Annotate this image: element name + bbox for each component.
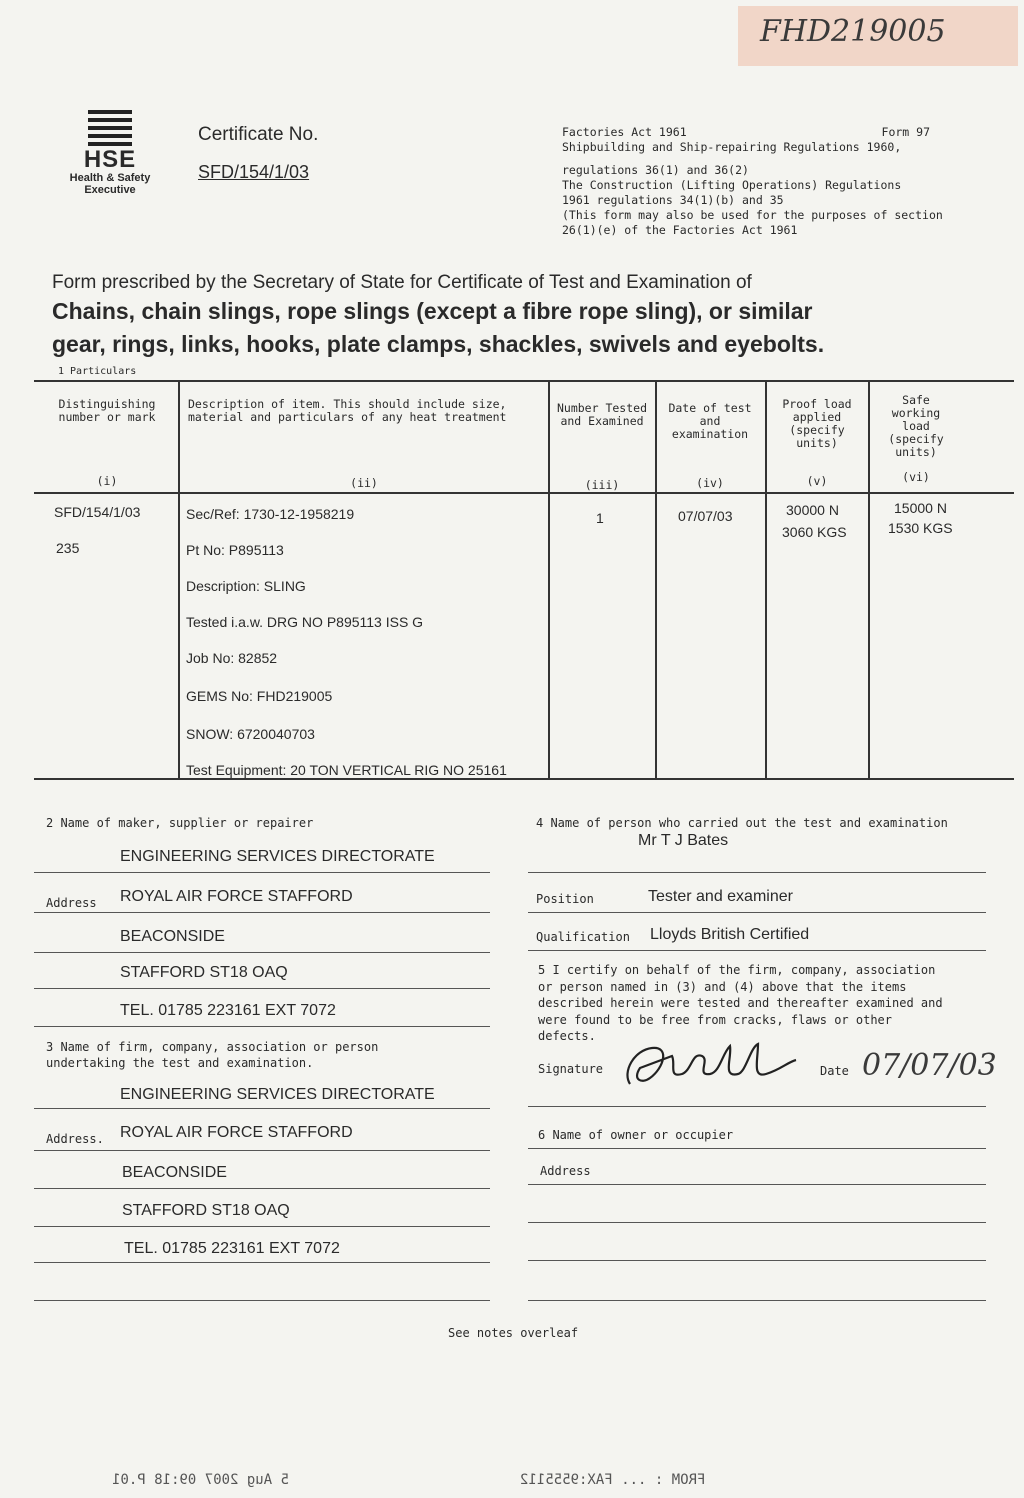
roman-iii: (iii) xyxy=(584,478,620,492)
hse-logo xyxy=(60,108,160,196)
test-date: 07/07/03 xyxy=(678,508,733,524)
maker-address-line-3 xyxy=(34,988,490,989)
proof-load-1: 30000 N xyxy=(786,502,839,518)
position-value: Tester and examiner xyxy=(648,888,793,905)
act-line: Factories Act 1961 xyxy=(562,125,687,139)
owner-address-line-1 xyxy=(528,1184,986,1185)
fax-footer-left: 5 Aug 2007 09:18 P.01 xyxy=(112,1472,290,1488)
col-head-number: Number Tested and Examined xyxy=(556,401,647,428)
handwritten-reference: FHD219005 xyxy=(760,14,946,49)
logo-subtitle-1: Health & Safety xyxy=(69,172,151,184)
desc-line-7: SNOW: 6720040703 xyxy=(186,726,315,742)
number-tested: 1 xyxy=(596,510,604,526)
reg-line-5: 1961 regulations 34(1)(b) and 35 xyxy=(562,193,784,207)
firm-name: ENGINEERING SERVICES DIRECTORATE xyxy=(120,1086,435,1103)
firm-address-2: BEACONSIDE xyxy=(122,1164,227,1181)
maker-address-line-1 xyxy=(34,912,490,913)
owner-address-label: Address xyxy=(540,1164,591,1178)
notes-overleaf: See notes overleaf xyxy=(448,1326,579,1340)
table-top-line xyxy=(34,380,1014,382)
logo-subtitle-2: Executive xyxy=(84,184,136,196)
owner-address-line-3 xyxy=(528,1260,986,1261)
firm-address-1: ROYAL AIR FORCE STAFFORD xyxy=(120,1124,353,1141)
reg-line-2: Shipbuilding and Ship-repairing Regulations 1960, xyxy=(562,140,902,154)
maker-name: ENGINEERING SERVICES DIRECTORATE xyxy=(120,848,435,865)
roman-iv: (iv) xyxy=(696,476,724,490)
reg-line-6: (This form may also be used for the purposes of section xyxy=(562,208,943,222)
item-mark-2: 235 xyxy=(56,540,80,556)
maker-address-4: TEL. 01785 223161 EXT 7072 xyxy=(120,1002,336,1019)
maker-address-1: ROYAL AIR FORCE STAFFORD xyxy=(120,888,353,905)
certificate-label: Certificate No. xyxy=(198,124,319,145)
proof-load-2: 3060 KGS xyxy=(782,524,847,540)
desc-line-2: Pt No: P895113 xyxy=(186,542,284,558)
hse-logo-mark-icon xyxy=(88,108,132,148)
position-label: Position xyxy=(536,892,594,906)
col-head-description: Description of item. This should include size, material and particulars of any heat treatment xyxy=(188,397,507,424)
section-1-label: 1 Particulars xyxy=(58,366,137,377)
logo-hse: HSE xyxy=(83,146,137,173)
roman-v: (v) xyxy=(806,474,828,488)
table-header-line xyxy=(34,492,1014,494)
qualification-line xyxy=(528,950,986,951)
cert-line-3: described herein were tested and thereafter examined and xyxy=(538,996,943,1010)
date-label: Date xyxy=(820,1064,849,1078)
owner-name-line xyxy=(528,1148,986,1149)
section-6-label: 6 Name of owner or occupier xyxy=(538,1128,734,1142)
title-line-1: Form prescribed by the Secretary of State for Certificate of Test and Examination of xyxy=(52,272,752,293)
firm-name-line xyxy=(34,1108,490,1109)
title-line-3: gear, rings, links, hooks, plate clamps, shackles, swivels and eyebolts. xyxy=(52,331,825,357)
desc-line-3: Description: SLING xyxy=(186,578,306,594)
roman-ii: (ii) xyxy=(350,476,378,490)
maker-address-label: Address xyxy=(46,896,97,910)
desc-line-5: Job No: 82852 xyxy=(186,650,278,666)
cert-line-4: were found to be free from cracks, flaws or other xyxy=(538,1012,893,1027)
desc-line-6: GEMS No: FHD219005 xyxy=(186,688,333,704)
owner-address-line-2 xyxy=(528,1222,986,1223)
table-bottom-line xyxy=(34,778,1014,780)
reg-line-3: regulations 36(1) and 36(2) xyxy=(562,163,749,177)
item-mark-1: SFD/154/1/03 xyxy=(54,504,141,520)
col-head-proof-load: Proof load applied (specify units) xyxy=(782,397,852,450)
maker-address-line-2 xyxy=(34,952,490,953)
tester-name: Mr T J Bates xyxy=(638,832,729,849)
reg-line-7: 26(1)(e) of the Factories Act 1961 xyxy=(562,223,798,237)
title-line-2: Chains, chain slings, rope slings (except a fibre rope sling), or similar xyxy=(52,298,813,324)
roman-vi: (vi) xyxy=(902,470,930,484)
col-divider-2 xyxy=(548,380,550,778)
desc-line-8: Test Equipment: 20 TON VERTICAL RIG NO 25161 xyxy=(186,762,507,778)
maker-address-2: BEACONSIDE xyxy=(120,928,225,945)
signature-line xyxy=(528,1106,986,1107)
form-number: Form 97 xyxy=(881,125,930,139)
signature-image xyxy=(612,1034,808,1098)
maker-address-3: STAFFORD ST18 OAQ xyxy=(120,964,288,981)
firm-address-line-5 xyxy=(34,1300,490,1301)
qualification-label: Qualification xyxy=(536,930,630,944)
safe-load-2: 1530 KGS xyxy=(888,520,953,536)
col-head-mark: Distinguishing number or mark xyxy=(58,397,156,424)
firm-address-label: Address. xyxy=(46,1132,104,1146)
firm-address-4: TEL. 01785 223161 EXT 7072 xyxy=(124,1240,340,1257)
owner-address-line-4 xyxy=(528,1300,986,1301)
maker-name-line xyxy=(34,872,490,873)
certification-statement xyxy=(538,962,943,1045)
section-4-label: 4 Name of person who carried out the test and examination xyxy=(536,816,948,830)
desc-line-4: Tested i.a.w. DRG NO P895113 ISS G xyxy=(186,614,424,630)
section-3-label-2: undertaking the test and examination. xyxy=(46,1056,314,1070)
regulations-block xyxy=(562,125,982,238)
cert-line-5: defects. xyxy=(538,1029,596,1043)
col-head-safe-working-load: Safe working load (specify units) xyxy=(888,393,944,459)
section-3-label-1: 3 Name of firm, company, association or person xyxy=(46,1040,379,1054)
position-line xyxy=(528,912,986,913)
firm-address-line-3 xyxy=(34,1226,490,1227)
qualification-value: Lloyds British Certified xyxy=(650,926,810,943)
firm-address-3: STAFFORD ST18 OAQ xyxy=(122,1202,290,1219)
col-divider-3 xyxy=(655,380,657,778)
cert-line-2: or person named in (3) and (4) above that the items xyxy=(538,979,907,994)
certificate-number: SFD/154/1/03 xyxy=(198,162,310,182)
firm-address-line-1 xyxy=(34,1150,490,1151)
tester-name-line xyxy=(528,872,986,873)
firm-address-line-2 xyxy=(34,1188,490,1189)
desc-line-1: Sec/Ref: 1730-12-1958219 xyxy=(186,506,355,522)
section-2-label: 2 Name of maker, supplier or repairer xyxy=(46,816,314,830)
form-title xyxy=(52,272,982,360)
reg-line-4: The Construction (Lifting Operations) Regulations xyxy=(562,178,902,192)
cert-line-1: 5 I certify on behalf of the firm, company, association xyxy=(538,963,936,977)
signature-date: 07/07/03 xyxy=(862,1048,997,1083)
col-divider-1 xyxy=(178,380,180,778)
col-head-date: Date of test and examination xyxy=(668,401,752,441)
safe-load-1: 15000 N xyxy=(894,500,947,516)
signature-label: Signature xyxy=(538,1062,604,1076)
roman-i: (i) xyxy=(96,474,118,488)
firm-address-line-4 xyxy=(34,1262,490,1263)
fax-footer-right: FROM : ... FAX:9555112 xyxy=(520,1472,706,1488)
col-divider-5 xyxy=(868,380,870,778)
maker-address-line-4 xyxy=(34,1026,490,1027)
col-divider-4 xyxy=(765,380,767,778)
